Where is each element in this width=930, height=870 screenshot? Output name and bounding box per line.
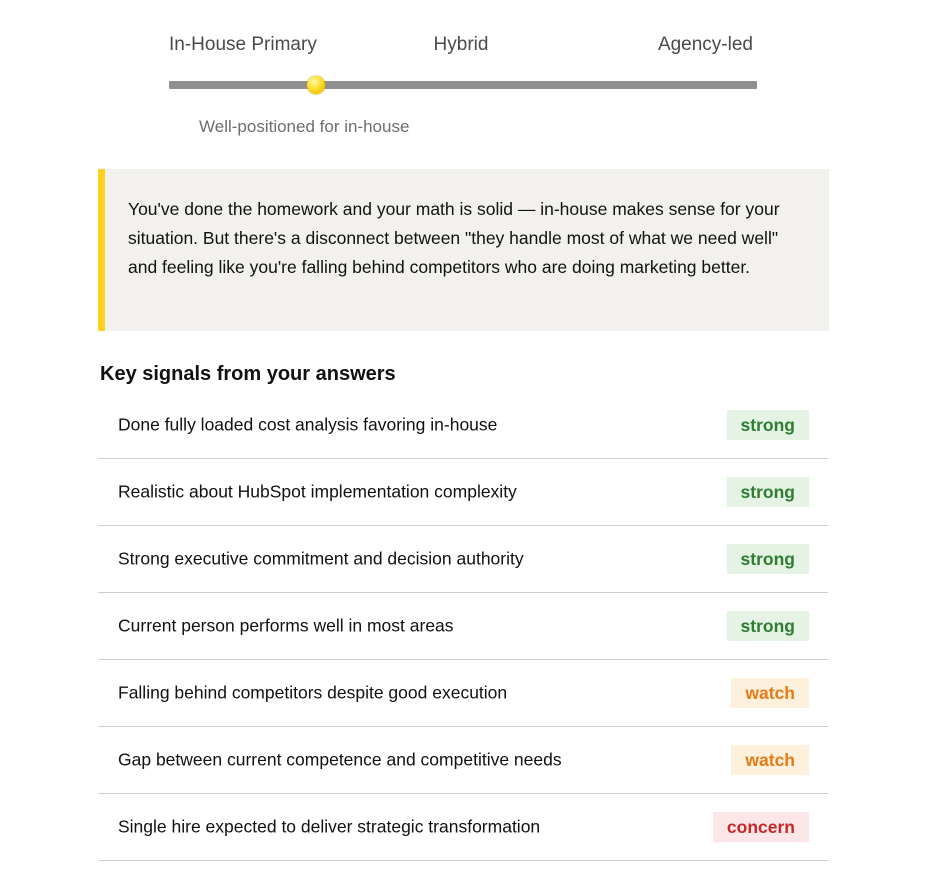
signal-status-badge: strong	[727, 477, 809, 507]
summary-text: You've done the homework and your math is solid — in-house makes sense for your situation. But there's a disconnect between "they handle most of what we need well" and feeling like you're falling behind competitors who are doing marketing better.	[128, 199, 780, 277]
signal-row	[98, 392, 828, 459]
positioning-scale	[169, 0, 757, 150]
scale-track	[169, 81, 757, 89]
scale-position-marker	[307, 76, 325, 94]
signal-label: Gap between current competence and competitive needs	[118, 749, 562, 770]
signal-row	[98, 593, 828, 660]
signal-label: Realistic about HubSpot implementation complexity	[118, 481, 517, 502]
summary-callout	[98, 169, 829, 331]
signals-heading: Key signals from your answers	[100, 363, 396, 385]
signal-label: Strong executive commitment and decision authority	[118, 548, 524, 569]
signal-row	[98, 794, 828, 861]
scale-caption: Well-positioned for in-house	[199, 117, 410, 136]
signal-row	[98, 727, 828, 794]
signal-label: Falling behind competitors despite good execution	[118, 682, 508, 703]
signal-row	[98, 660, 828, 727]
signal-status-badge: strong	[727, 544, 809, 574]
signal-status-badge: strong	[727, 410, 809, 440]
signal-row	[98, 459, 828, 526]
signal-status-badge: concern	[713, 812, 809, 842]
signals-list	[98, 392, 828, 861]
signal-label: Single hire expected to deliver strategic transformation	[118, 816, 541, 837]
signal-status-badge: watch	[731, 745, 809, 775]
scale-label-agency-led: Agency-led	[657, 34, 753, 55]
signal-status-badge: watch	[731, 678, 809, 708]
signal-status-badge: strong	[727, 611, 809, 641]
scale-label-hybrid: Hybrid	[433, 34, 489, 55]
signal-label: Current person performs well in most areas	[118, 615, 454, 636]
signal-label: Done fully loaded cost analysis favoring in-house	[118, 414, 498, 435]
signal-row	[98, 526, 828, 593]
scale-label-in-house-primary: In-House Primary	[169, 34, 317, 55]
